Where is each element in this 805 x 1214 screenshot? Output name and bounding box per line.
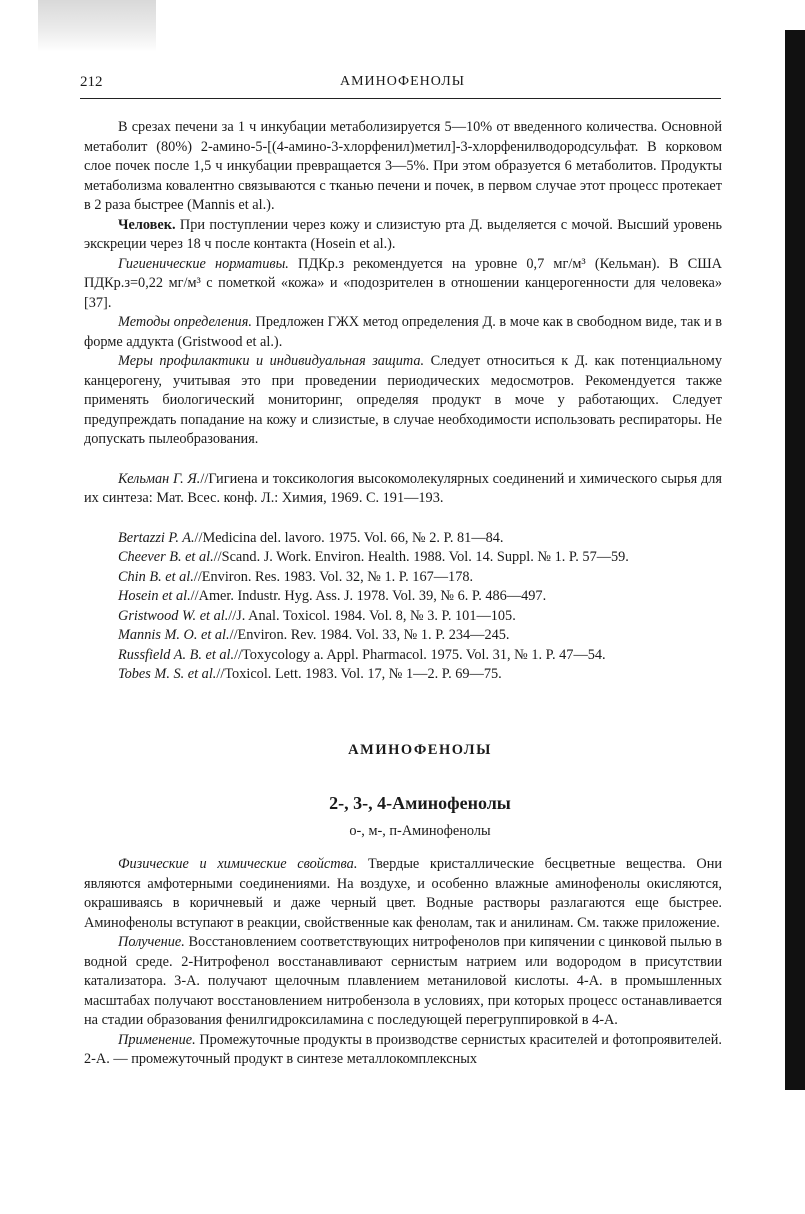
reference-author: Bertazzi P. A. [118,529,195,546]
reference-author: Russfield A. B. et al. [118,646,235,663]
reference-text: //Medicina del. lavoro. 1975. Vol. 66, № 2. P. 81—84. [194,529,504,546]
page-number: 212 [80,74,103,90]
reference-author: Chin B. et al. [118,568,194,585]
application-text: Промежуточные продукты в производстве сернистых красителей и фотопроявителей. 2-А. — промежуточный продукт в синтезе металлокомплексных [84,1031,722,1067]
reference-item [84,626,722,646]
reference-list [84,529,722,685]
human-text: При поступлении через кожу и слизистую рта Д. выделяется с мочой. Высший уровень экскреции через 18 ч после контакта (Hosein et al.). [84,216,722,252]
preparation-heading: Получение. [118,934,185,950]
reference-item [84,529,722,549]
application-paragraph [84,1031,722,1070]
metabolism-paragraph: В срезах печени за 1 ч инкубации метаболизируется 5—10% от введенного количества. Основной метаболит (80%) 2-амино-5-[(4-амино-3-хлорфенил)метил]-3-хлорфенилводородсульфат. В корковом слое почек после 1,5 ч инкубации превращается 3—5%. При этом образуется 6 метаболитов. Продукты метаболизма ковалентно связываются с тканью печени и почек, в первом случае этот процесс протекает в 2 раза быстрее (Mannis et al.). [84,119,722,213]
methods-heading: Методы определения. [118,314,252,330]
synonyms-line: о-, м-, п-Аминофенолы [349,822,491,839]
reference-text: //Environ. Rev. 1984. Vol. 33, № 1. P. 234—245. [229,627,510,643]
reference-text: //Toxycology a. Appl. Pharmacol. 1975. Vol. 31, № 1. P. 47—54. [234,646,606,663]
prevention-heading: Меры профилактики и индивидуальная защита. [118,353,425,369]
prevention-paragraph [84,352,722,450]
reference-author: Hosein et al. [118,588,191,604]
properties-paragraph [84,855,722,933]
reference-author: Gristwood W. et al. [118,607,229,624]
methods-text: Предложен ГЖХ метод определения Д. в моче как в свободном виде, так и в форме аддукта (Gristwood et al.). [84,314,722,350]
reference-author: Tobes M. S. et al. [118,666,217,682]
reference-item [84,665,722,685]
reference-kelman [84,470,722,509]
preparation-text: Восстановлением соответствующих нитрофенолов при кипячении с цинковой пылью в водной среде. 2-Нитрофенол восстанавливают сернистым натрием или водородом в присутствии катализатора. 3-А. получают щелочным плавлением метаниловой кислоты. 4-А. в промышленных масштабах получают восстановлением нитробензола в условиях, при которых процесс останавливается на стадии образования фенилгидроксиламина с последующей перегруппировкой в 4-А. [84,934,722,1028]
reference-text: //Toxicol. Lett. 1983. Vol. 17, № 1—2. P. 69—75. [216,666,502,682]
hygiene-heading: Гигиенические нормативы. [118,255,289,272]
reference-item [84,646,722,666]
reference-author: Кельман Г. Я. [118,470,201,487]
human-heading: Человек. [118,216,176,233]
page-header [80,74,721,98]
reference-item [84,568,722,588]
reference-text: //J. Anal. Toxicol. 1984. Vol. 8, № 3. P. 101—105. [228,607,516,624]
reference-text: //Scand. J. Work. Environ. Health. 1988. Vol. 14. Suppl. № 1. P. 57—59. [213,549,629,565]
section-title: АМИНОФЕНОЛЫ [348,741,492,758]
reference-text: //Amer. Industr. Hyg. Ass. J. 1978. Vol. 39, № 6. P. 486—497. [190,588,547,604]
scan-edge-bar [785,30,805,1090]
running-title: АМИНОФЕНОЛЫ [340,74,465,89]
reference-item [84,607,722,627]
properties-text: Твердые кристаллические бесцветные вещества. Они являются амфотерными соединениями. На воздухе, и особенно влажные аминофенолы окисляются, окрашиваясь в коричневый и даже черный цвет. Водные растворы разлагаются еще быстрее. Аминофенолы вступают в реакции, свойственные как фенолам, так и анилинам. См. также приложение. [84,856,723,931]
subsection-title: 2-, 3-, 4-Аминофенолы [329,793,511,813]
reference-item [84,548,722,568]
reference-item [84,587,722,607]
hygiene-text: ПДКр.з рекомендуется на уровне 0,7 мг/м³ (Кельман). В США ПДКр.з=0,22 мг/м³ с пометкой «кожа» и «подозрителен в отношении канцерогенности для человека» [37]. [84,255,722,311]
reference-text: //Гигиена и токсикология высокомолекулярных соединений и химического сырья для их синтеза: Мат. Всес. конф. Л.: Химия, 1969. С. 191—193. [84,470,722,506]
hygiene-paragraph [84,255,722,314]
scan-smudge [38,0,156,52]
header-rule [80,98,721,99]
preparation-paragraph [84,933,722,1031]
reference-author: Mannis M. O. et al. [118,627,230,643]
human-paragraph [84,216,722,255]
properties-heading: Физические и химические свойства. [118,856,358,872]
prevention-text: Следует относиться к Д. как потенциальному канцерогену, учитывая это при проведении периодических медосмотров. Рекомендуется также применять биологический мониторинг, определяя продукт в моче у работающих. Следует предупреждать попадание на кожу и слизистые, в случае необходимости использовать респираторы. Не допускать пылеобразования. [84,353,723,447]
reference-text: //Environ. Res. 1983. Vol. 32, № 1. P. 167—178. [193,568,474,585]
application-heading: Применение. [118,1031,196,1048]
reference-author: Cheever B. et al. [118,549,214,565]
page-content [84,118,722,1070]
methods-paragraph [84,313,722,352]
